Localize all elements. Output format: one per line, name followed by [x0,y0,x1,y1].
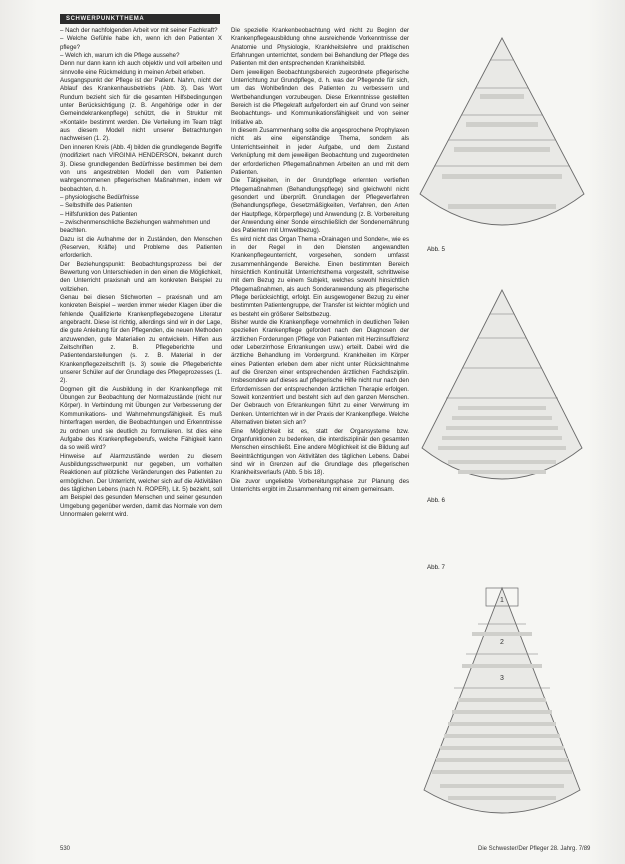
paragraph: Ausgangspunkt der Pflege ist der Patient. Nahm, nicht der Ablauf des Krankenhausbetriebs (Abb. 3). Das Wort Rundum bezieht sich für die gesamten Hilfsbedingungen unter Berücksichtigung (z. B. Angehörige oder in der Gemeindekrankenpflege) schützt, die in Struktur mit »Kontakt« bestimmt werden. Die Verteilung im Team trägt aus diesem Modell nicht unserer Betrachtungen nachweisen (1. 2). [60,77,222,143]
pyramid-label-block [458,698,546,702]
figure-abb6 [418,286,586,496]
paragraph: Der Beziehungspunkt: Beobachtungsprozess bei der Bewertung von Unterschieden in den einen die Möglichkeit, den Unterricht praxisnah und am konkreten Beispiel zu vollziehen. [60,260,222,293]
pyramid-diagram-5 [418,34,586,249]
pyramid-label-block [432,770,572,774]
section-header-label: SCHWERPUNKTTHEMA [66,16,145,22]
pyramid-tier-number: 2 [500,639,504,646]
pyramid-label-block [440,784,564,788]
paragraph: Die spezielle Krankenbeobachtung wird nicht zu Beginn der Krankenpflegeausbildung ohne ausreichende Vorkenntnisse der Anatomie und Physiologie, Krankheitslehre und praktischen Erfahrungen unterrichtet, sondern bei Behandlung der Pflege des Patienten mit den entsprechenden Krankheitsbild. [231,27,409,68]
list-item: – zwischenmenschliche Beziehungen wahrnehmen und [60,218,211,226]
figure-abb7 [418,572,586,834]
pyramid-diagram-7 [418,572,586,834]
paragraph: Denn nur dann kann ich auch objektiv und voll arbeiten und sinnvolle eine Rückmeldung in meinen Arbeit erleben. [60,60,222,76]
paragraph: – Welch ich, warum ich die Pflege aussehe? [60,52,180,60]
pyramid-label-block [458,406,546,410]
paragraph: Genau bei diesen Stichworten – praxisnah und am konkreten Beispiel – werden immer wieder Klagen über die fehlende Qualifizierte Krankenpflegebezogene Literatur angebracht. Diese ist richtig, allerdings sind wir in der Lage, die gute Anleitung für den Pflegenden, die neuen Methoden anzuwenden, gute Materialien zu entwickeln. Hilfen aus Zeitschriften z. B. Pflegeberichte und Patientendarstellungen (s. z. B. Material in der Krankenpflegezeitschrift (s. 3) sowie die Pflegeberichte unserer Schüler auf der Grundlage des Pflegeprozesses (1. 2). [60,294,222,385]
paragraph: In diesem Zusammenhang sollte die angesprochene Prophylaxen nicht als eine eigenständige Thema, sondern als Unterrichtseinheit in jeder Aufgabe, und dem Zustand Verknüpfung mit dem jeweiligen Beobachtung und zugeordneten der erforderlichen Pflegemaßnahmen Arbeiten an und mit dem Patienten. [231,127,409,176]
pyramid-label-block [448,204,556,209]
list-item: – physiologische Bedürfnisse [60,193,139,201]
paragraph: Dazu ist die Aufnahme der in Zuständen, den Menschen (Reserven, Kräfte) und Probleme des Patienten erforderlich. [60,235,222,260]
paragraph: Es wird nicht das Organ Thema »Drainagen und Sonden«, wie es in der Regel in den Diensten angewandten Krankenpflegeunterricht, vorgesehen, sondern umfasst zusammenhängende Bereiche. Einen bestimmten Bereich hinsichtlich Kontinuität Unterrichtsthema vorgestellt, schrittweise mit dem Bezug zu einem Subjekt, welches sowohl hinsichtlich Pflegemaßnahmen, als auch Sonderanwendung als pflegerische Pflege berücksichtigt, erfolgt. Ein ausgewogener Bezug zu einer bestimmten Patientengruppe, der Transfer ist leichter möglich und es besteht ein größerer Selbstbezug. [231,235,409,318]
publication-footer: Die Schwester/Der Pfleger 28. Jahrg. 7/89 [478,846,591,852]
paragraph: Hinweise auf Alarmzustände werden zu diesem Ausbildungsschwerpunkt nur gegeben, um vorhalten Reaktionen auf plötzliche Veränderungen des Patienten zu ermöglichen. Der Unterricht, welcher sich auf die Aktivitäten des täglichen Lebens (nach N. ROPER), Lit. 5) bezieht, soll am Beispiel des gesunden Menschen und seiner gesunden Umgebung gegenüber werden, damit das Normale von dem Unnormalen gelernt wird. [60,452,222,518]
paragraph: Die zuvor ungeliebte Vorbereitungsphase zur Planung des Unterrichts ergibt im Zusammenhang mit einem gemeinsam. [231,477,409,493]
pyramid-label-block [436,758,568,762]
pyramid-label-block [472,632,532,636]
paragraph: beachten. [60,227,87,235]
pyramid-label-block [446,426,558,430]
pyramid-outline [422,290,582,479]
pyramid-label-block [448,722,556,726]
pyramid-label-block [462,664,542,668]
paragraph: Bisher wurde die Krankenpflege vornehmlich in deutlichen Teilen speziellen Krankenpflege gefordert nach den Diagnosen der ärztlichen Forderungen (Pflege von Patienten mit Herzinsuffizienz oder Leberzirrhose Erkrankungen usw.) erteilt. Dabei wird die ärztliche Behandlung im Vordergrund. Krankheiten im Körper eines Patienten erleben dem aber nicht unter Rücksichtnahme auf die Grenzen einer entsprechenden ärztlichen Fachdisziplin. Insbesondere auf dieses auf pflegerische Hilfe nicht nur nach den Erfordernissen der entsprechenden ärztlichen Therapie erfolgen. Soweit konzentriert und besteht sich auf den ganzen Menschen. Der Gebrauch von Erkrankungen führt zu einer Verwirrung im Denken. Unterrichten wir in der Praxis der Krankenpflege. Welche Alternativen bieten sich an? [231,319,409,427]
text-column-middle [231,27,409,494]
paragraph: Den inneren Kreis (Abb. 4) bilden die grundlegende Begriffe (modifiziert nach VIRGINIA HENDERSON, bekannt durch 3). Diese grundlegenden Bedürfnisse bestimmen bei dem von uns angestrebten Modell den vom Patienten wahrgenommenen pflegerischen Maßnahmen, indem wir beobachten, d. h. [60,143,222,193]
pyramid-label-block [440,746,564,750]
text-column-left [60,27,222,519]
pyramid-label-block [438,446,566,450]
figure-abb5 [418,34,586,249]
pyramid-diagram-6 [418,286,586,496]
page-number: 530 [60,846,71,852]
pyramid-label-block [442,174,562,179]
paragraph: Eine Möglichkeit ist es, statt der Organsysteme bzw. Organfunktionen zu bedenken, die interdisziplinär den gesamten Menschen einschließt. Eine andere Möglichkeit ist die Bildung auf Beeinträchtigungen von Aktivitäten des täglichen Lebens. Dabei sind wir in Grenzen auf die Grundlage des pflegerischen Krankheitsverlaufs (Abb. 5 bis 18). [231,427,409,477]
pyramid-label-block [458,470,546,474]
pyramid-label-block [448,460,556,464]
pyramid-label-block [448,796,556,800]
pyramid-label-block [466,122,538,127]
figure-caption: Abb. 6 [427,497,445,504]
paragraph: Dem jeweiligen Beobachtungsbereich zugeordnete pflegerische Unterrichtung zur Grundpflege, d. h. was der Pflegende für sich, um das Wohlbefinden des Patienten zu verbessern und Wertbehandlungen vorzubeugen. Diese Erkenntnisse gestellten Bereich ist die Pflegekraft aufgefordert ein auf Grund von seiner Beobachtungs- und Kommunikationsfähigkeit und von seiner Initiative ab. [231,68,409,126]
pyramid-label-block [454,147,550,152]
pyramid-label-block [452,710,552,714]
pyramid-label-block [444,734,560,738]
pyramid-tier-number: 3 [500,675,504,682]
list-item: – Hilfsfunktion des Patienten [60,210,138,218]
paragraph: – Nach der nachfolgenden Arbeit vor mit seiner Fachkraft? [60,27,218,34]
pyramid-label-block [480,94,524,99]
pyramid-tier-number: 1 [500,597,504,604]
pyramid-label-block [452,416,552,420]
section-header [60,14,220,24]
paragraph: – Welche Gefühle habe ich, wenn ich den Patienten X pflege? [60,35,222,51]
figure-caption: Abb. 5 [427,246,445,253]
paragraph: Dogmen gilt die Ausbildung in der Krankenpflege mit Übungen zur Beobachtung der Normalzustände (nicht nur Körper). In Verbindung mit Übungen zur Verbesserung der Kommunikations- und Wahrnehmungsfähigkeit. Es muß hinterfragen werden, die Beobachtungen und Erkenntnisse zu ordnen und sie deutlich zu formulieren. Ist dies eine Aufgabe des Krankenpflegeberufs, welche Fähigkeit kann da so weiß wird? [60,385,222,452]
pyramid-outline [420,38,584,225]
pyramid-label-block [442,436,562,440]
list-item: – Selbsthilfe des Patienten [60,202,133,210]
paragraph: Die Tätigkeiten, in der Grundpflege erlernten vertieften Pflegemaßnahmen (Behandlungspflege) sind gleichwohl nicht gesondert und überprüft. Grundlagen der Pflegeverfahren (Behandlungspflege, Gesetzmäßigkeiten, Verfahren, den Arten der Hautpflege, Körperpflege) und Anwendung (z. B. Vorbereitung der Anwendung einer Sonde einschließlich der Sondenernährung des Patienten mit Umweltbezug). [231,177,409,235]
figure-caption: Abb. 7 [427,564,445,571]
